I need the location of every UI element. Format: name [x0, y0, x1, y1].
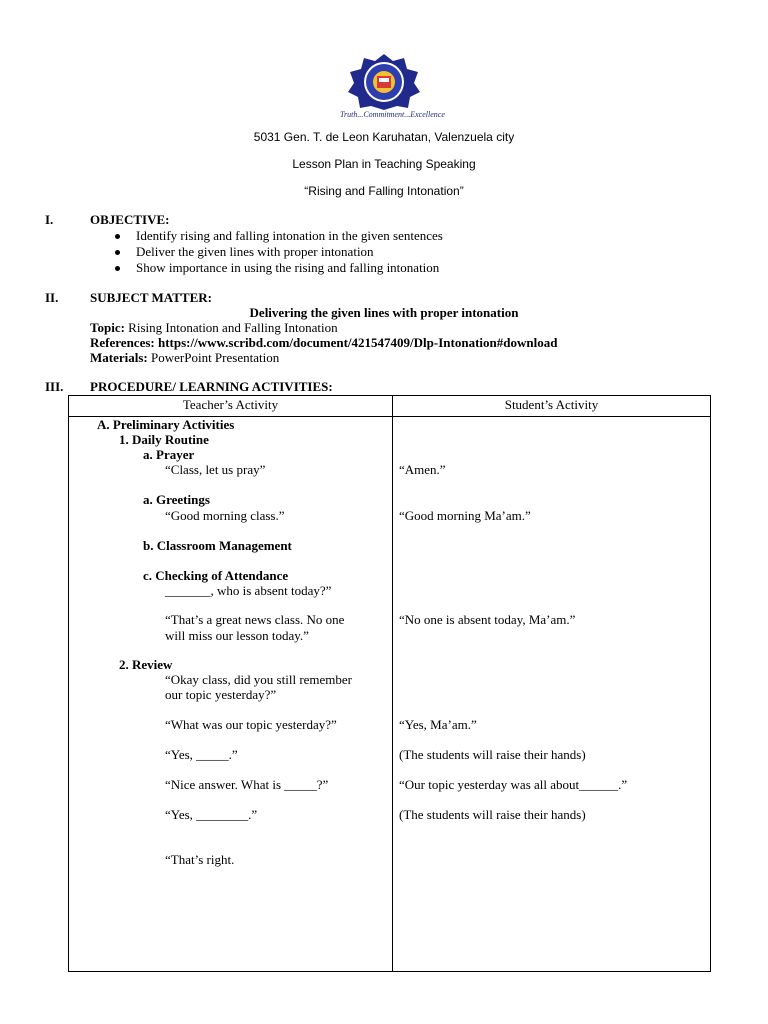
- school-seal: [338, 52, 430, 118]
- references-label: References:: [90, 335, 155, 350]
- teacher-line: “Nice answer. What is _____?”: [165, 777, 329, 792]
- objective-item: Deliver the given lines with proper intonation: [136, 244, 374, 259]
- seal-motto: Truth...Commitment...Excellence: [340, 110, 445, 119]
- teacher-line: “Yes, _____.”: [165, 747, 238, 762]
- great-news-line: will miss our lesson today.”: [165, 628, 309, 643]
- teacher-column-header: Teacher’s Activity: [182, 397, 279, 412]
- teacher-line: “What was our topic yesterday?”: [165, 717, 337, 732]
- objective-item: Identify rising and falling intonation in the given sentences: [136, 228, 443, 243]
- student-column-header: Student’s Activity: [504, 397, 599, 412]
- procedure-heading: PROCEDURE/ LEARNING ACTIVITIES:: [90, 379, 333, 394]
- student-line: (The students will raise their hands): [399, 747, 586, 762]
- bullet-icon: [115, 250, 120, 255]
- references-link[interactable]: https://www.scribd.com/document/421547409/Dlp-Intonation#download: [157, 335, 558, 350]
- subject-subtitle: Delivering the given lines with proper intonation: [249, 305, 519, 320]
- prayer-heading: a. Prayer: [143, 447, 195, 462]
- materials-value: PowerPoint Presentation: [151, 350, 280, 365]
- school-address: 5031 Gen. T. de Leon Karuhatan, Valenzuela city: [253, 130, 515, 144]
- topic-value: Rising Intonation and Falling Intonation: [128, 320, 338, 335]
- greetings-heading: a. Greetings: [143, 492, 210, 507]
- topic-label: Topic:: [90, 320, 125, 335]
- daily-routine: 1. Daily Routine: [119, 432, 209, 447]
- student-line: (The students will raise their hands): [399, 807, 586, 822]
- teacher-line: “That’s right.: [165, 852, 235, 867]
- attendance-heading: c. Checking of Attendance: [143, 568, 289, 583]
- subject-numeral: II.: [45, 290, 59, 305]
- bullet-icon: [115, 234, 120, 239]
- student-line: “Amen.”: [399, 462, 446, 477]
- bullet-icon: [115, 266, 120, 271]
- plan-title: Lesson Plan in Teaching Speaking: [292, 157, 476, 171]
- objective-numeral: I.: [45, 212, 54, 227]
- materials-line: [90, 350, 279, 366]
- classroom-management-heading: b. Classroom Management: [143, 538, 292, 553]
- activities-table: [68, 395, 711, 972]
- student-line: “No one is absent today, Ma’am.”: [399, 612, 576, 627]
- review-line: “Okay class, did you still remember: [165, 672, 353, 687]
- references-line: [90, 335, 557, 351]
- lesson-title: “Rising and Falling Intonation”: [304, 184, 464, 198]
- subject-heading: SUBJECT MATTER:: [90, 290, 212, 305]
- review-heading: 2. Review: [119, 657, 173, 672]
- prayer-line: “Class, let us pray”: [165, 462, 266, 477]
- materials-label: Materials:: [90, 350, 148, 365]
- student-line: “Our topic yesterday was all about______.”: [399, 777, 628, 792]
- greetings-line: “Good morning class.”: [165, 508, 285, 523]
- objective-heading: OBJECTIVE:: [90, 212, 170, 227]
- procedure-numeral: III.: [45, 379, 64, 394]
- column-divider: [392, 396, 393, 971]
- review-line: our topic yesterday?”: [165, 687, 277, 702]
- topic-line: [90, 320, 338, 336]
- great-news-line: “That’s a great news class. No one: [165, 612, 345, 627]
- student-line: “Yes, Ma’am.”: [399, 717, 477, 732]
- teacher-line: “Yes, ________.”: [165, 807, 258, 822]
- attendance-line: _______, who is absent today?”: [165, 583, 332, 598]
- objective-item: Show importance in using the rising and falling intonation: [136, 260, 440, 275]
- preliminary-activities: A. Preliminary Activities: [97, 417, 235, 432]
- student-line: “Good morning Ma’am.”: [399, 508, 531, 523]
